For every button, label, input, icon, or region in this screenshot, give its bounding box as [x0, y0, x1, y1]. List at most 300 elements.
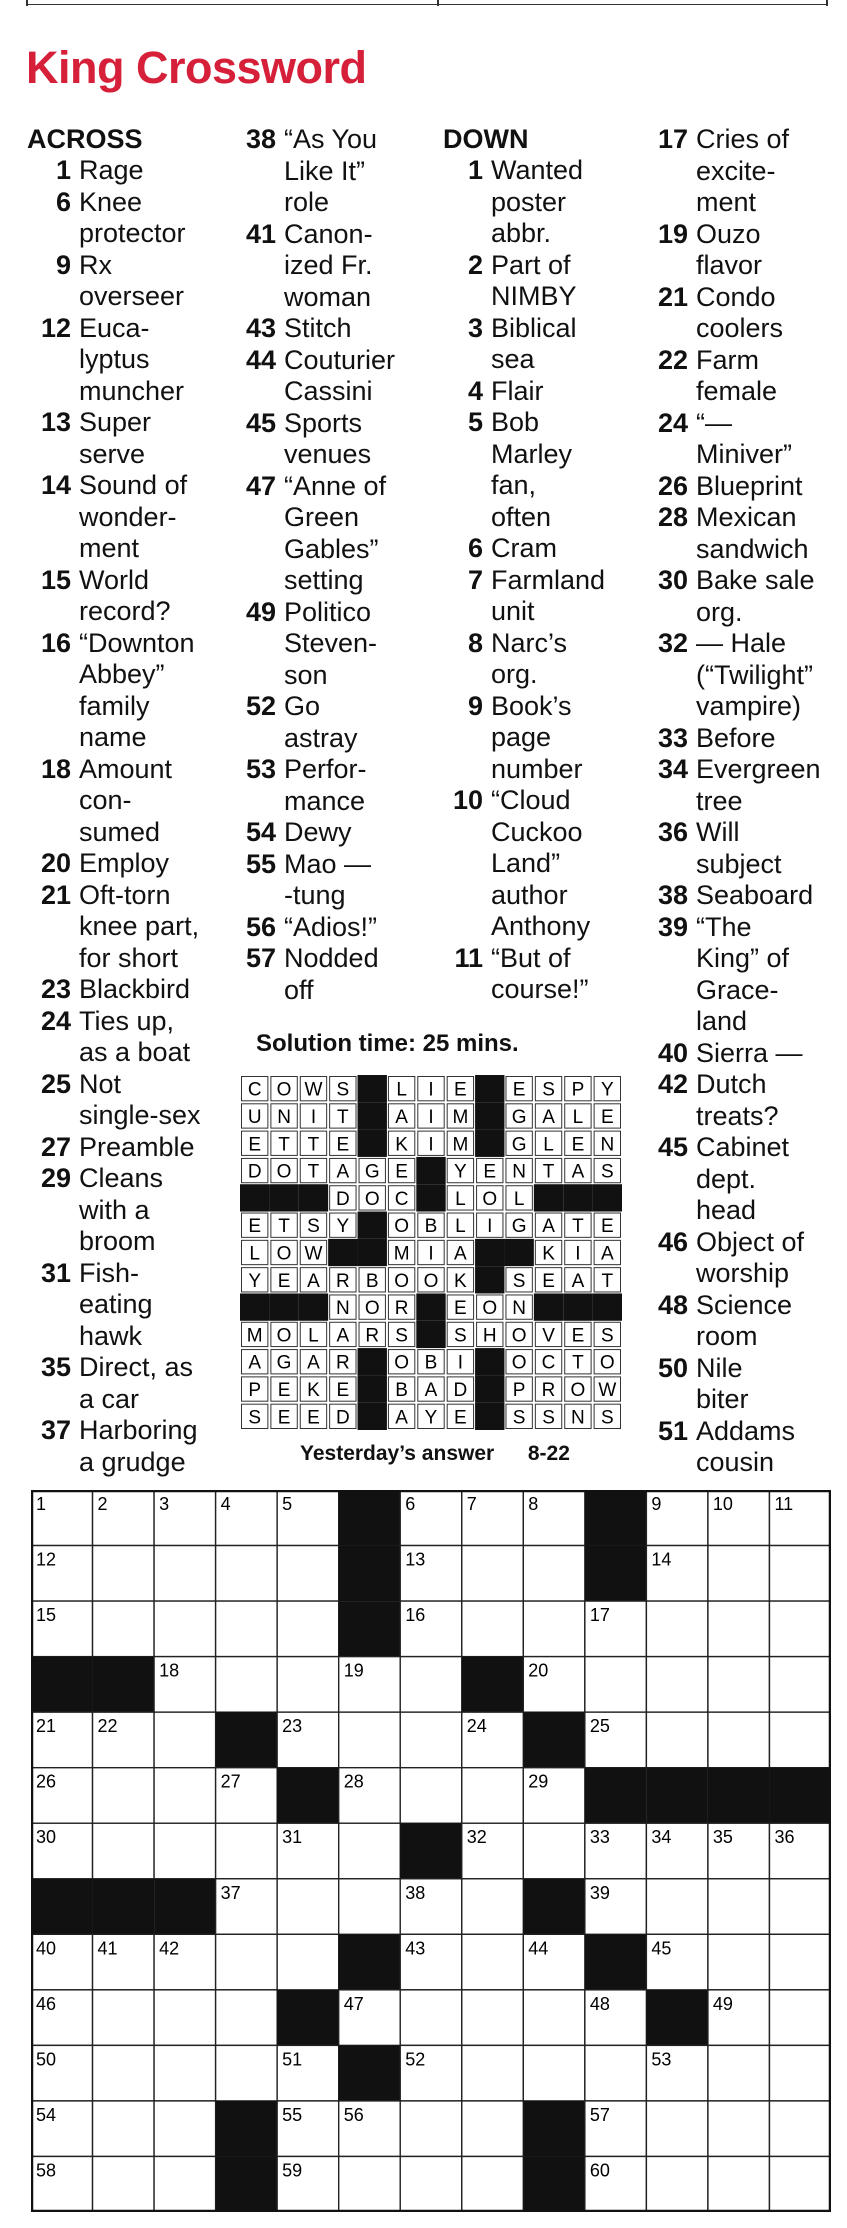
black-square: [593, 1184, 622, 1211]
answer-letter: A: [571, 1270, 585, 1292]
grid-cell[interactable]: [523, 1823, 585, 1879]
answer-letter: L: [308, 1325, 319, 1347]
answer-letter: V: [542, 1325, 555, 1347]
clue-number: 2: [467, 249, 483, 280]
clue-number: 27: [40, 1131, 71, 1162]
grid-cell[interactable]: [769, 1601, 831, 1657]
grid-cell[interactable]: [708, 1546, 770, 1602]
page-title: King Crossword: [26, 42, 367, 93]
answer-letter: D: [247, 1161, 262, 1183]
clue-number: 56: [245, 911, 276, 942]
clue-text: Cries of excite- ment: [696, 124, 790, 217]
grid-cell[interactable]: [585, 2045, 647, 2101]
answer-letter: T: [278, 1134, 290, 1156]
clue-item: [27, 1352, 201, 1415]
grid-cell[interactable]: [769, 1657, 831, 1713]
answer-letter: S: [336, 1079, 350, 1101]
clue-number: 22: [657, 344, 688, 375]
answer-letter: W: [598, 1380, 617, 1402]
clue-item: [236, 691, 395, 754]
grid-cell[interactable]: [154, 2101, 216, 2157]
cell-number: 19: [343, 1660, 364, 1681]
grid-cell[interactable]: [216, 2045, 278, 2101]
clue-number: 20: [40, 848, 71, 878]
grid-cell[interactable]: [585, 1657, 647, 1713]
clue-text: Go astray: [284, 691, 358, 753]
grid-cell[interactable]: [462, 2101, 524, 2157]
clue-number: 9: [55, 249, 71, 280]
grid-cell[interactable]: [400, 2156, 462, 2212]
top-rule-tick: [437, 0, 439, 6]
grid-cell[interactable]: [769, 1934, 831, 1990]
clue-number: 1: [467, 155, 483, 185]
clue-text: Part of NIMBY: [491, 249, 577, 311]
clue-number: 50: [657, 1352, 688, 1383]
black-square: [534, 1293, 563, 1320]
answer-letter: S: [307, 1216, 320, 1238]
clue-item: [443, 313, 605, 376]
top-rule-tick: [826, 0, 828, 6]
clue-number: 52: [245, 691, 276, 721]
clue-text: Super serve: [79, 407, 152, 469]
answer-letter: K: [454, 1270, 467, 1292]
clue-item: [236, 817, 395, 849]
answer-letter: A: [248, 1352, 262, 1374]
answer-letter: O: [276, 1079, 292, 1101]
cell-number: 39: [589, 1882, 610, 1903]
clue-text: Condo coolers: [696, 281, 784, 343]
clue-item: [443, 565, 605, 628]
grid-cell[interactable]: [646, 1601, 708, 1657]
grid-cell[interactable]: [462, 1879, 524, 1935]
grid-cell[interactable]: [277, 1601, 339, 1657]
grid-cell[interactable]: [769, 2101, 831, 2157]
clue-item: [27, 1163, 201, 1258]
grid-cell[interactable]: [769, 1879, 831, 1935]
answer-letter: A: [336, 1161, 350, 1183]
black-square: [358, 1130, 387, 1157]
black-square: [416, 1293, 445, 1320]
clue-item: [236, 849, 395, 912]
answer-letter: O: [276, 1325, 292, 1347]
grid-cell[interactable]: [216, 1934, 278, 1990]
clue-number: 14: [40, 470, 71, 500]
cell-number: 5: [282, 1494, 293, 1514]
clue-item: [648, 502, 821, 565]
grid-cell[interactable]: [708, 1601, 770, 1657]
answer-letter: D: [453, 1380, 468, 1402]
across-heading: ACROSS: [27, 124, 143, 154]
clue-text: Blackbird: [79, 974, 191, 1004]
cell-number: 13: [405, 1549, 426, 1570]
clue-text: World record?: [79, 564, 171, 626]
clue-number: 40: [657, 1037, 688, 1068]
grid-cell[interactable]: [216, 1823, 278, 1879]
clue-text: “Cloud Cuckoo Land” author Anthony: [491, 785, 591, 941]
answer-letter: S: [600, 1325, 614, 1347]
clue-number: 7: [467, 564, 483, 595]
crossword-grid[interactable]: [31, 1490, 831, 2212]
grid-cell[interactable]: [708, 1657, 770, 1713]
cell-number: 40: [36, 1938, 57, 1959]
grid-cell[interactable]: [769, 2045, 831, 2101]
clue-item: [27, 470, 201, 565]
cell-number: 51: [282, 2049, 303, 2070]
clue-text: Evergreen tree: [696, 754, 821, 816]
answer-letter: O: [511, 1352, 527, 1374]
clue-column-down-1: [443, 124, 605, 1006]
clue-number: 24: [40, 1005, 71, 1036]
answer-letter: C: [541, 1352, 556, 1374]
answer-letter: O: [364, 1298, 380, 1320]
clue-number: 12: [40, 312, 71, 343]
answer-letter: S: [600, 1407, 614, 1429]
cell-number: 59: [282, 2160, 303, 2181]
clue-text: Will subject: [696, 817, 782, 879]
grid-cell[interactable]: [277, 1879, 339, 1935]
answer-letter: S: [542, 1407, 555, 1429]
clue-number: 46: [657, 1226, 688, 1257]
black-square: [523, 2101, 585, 2157]
cell-number: 21: [36, 1716, 57, 1737]
cell-number: 34: [651, 1827, 672, 1848]
clue-item: [236, 597, 395, 692]
answer-letter: T: [572, 1352, 584, 1374]
answer-letter: I: [487, 1216, 493, 1238]
clue-text: Sierra —: [696, 1037, 803, 1068]
answer-letter: O: [364, 1188, 380, 1210]
black-square: [216, 2156, 278, 2212]
clue-item: [27, 155, 201, 187]
answer-letter: A: [307, 1270, 320, 1292]
answer-letter: E: [483, 1161, 497, 1183]
cell-number: 15: [36, 1605, 57, 1626]
cell-number: 43: [405, 1938, 426, 1959]
grid-cell[interactable]: [708, 1879, 770, 1935]
grid-cell[interactable]: [277, 1546, 339, 1602]
cell-number: 60: [589, 2160, 610, 2181]
grid-cell[interactable]: [400, 2101, 462, 2157]
clue-number: 33: [657, 722, 688, 753]
answer-letter: E: [277, 1380, 291, 1402]
clue-number: 26: [657, 470, 688, 501]
answer-letter: M: [452, 1106, 469, 1128]
cell-number: 12: [36, 1549, 57, 1570]
black-square: [416, 1157, 445, 1184]
black-square: [416, 1321, 445, 1348]
clue-item: [27, 1069, 201, 1132]
grid-cell[interactable]: [462, 1601, 524, 1657]
answer-letter: O: [511, 1325, 527, 1347]
clue-item: [648, 408, 821, 471]
grid-cell[interactable]: [523, 2045, 585, 2101]
clue-number: 3: [467, 312, 483, 343]
grid-cell[interactable]: [154, 1768, 216, 1824]
clue-number: 35: [40, 1352, 71, 1382]
answer-letter: R: [365, 1325, 380, 1347]
grid-cell[interactable]: [277, 1934, 339, 1990]
grid-cell[interactable]: [339, 2156, 401, 2212]
cell-number: 44: [528, 1938, 549, 1959]
cell-number: 16: [405, 1605, 426, 1626]
clue-item: [236, 754, 395, 817]
grid-cell[interactable]: [708, 1934, 770, 1990]
grid-cell[interactable]: [646, 1657, 708, 1713]
answer-letter: Y: [336, 1216, 350, 1238]
clue-text: Nodded off: [284, 943, 379, 1005]
clue-text: Politico Steven- son: [284, 596, 378, 690]
grid-cell[interactable]: [769, 1546, 831, 1602]
black-square: [154, 1879, 216, 1935]
cell-number: 30: [36, 1827, 57, 1848]
clue-number: 6: [55, 186, 71, 217]
clue-number: 5: [467, 407, 483, 437]
clue-number: 39: [657, 911, 688, 942]
cell-number: 50: [36, 2049, 57, 2070]
black-square: [708, 1768, 770, 1824]
answer-letter: Y: [600, 1079, 614, 1101]
cell-number: 7: [466, 1494, 477, 1514]
grid-cell[interactable]: [339, 1879, 401, 1935]
grid-cell[interactable]: [400, 1657, 462, 1713]
clue-item: [236, 408, 395, 471]
grid-cell[interactable]: [216, 1546, 278, 1602]
clue-number: 51: [657, 1415, 688, 1446]
answer-letter: E: [277, 1407, 291, 1429]
grid-cell[interactable]: [93, 1768, 155, 1824]
grid-cell[interactable]: [154, 2156, 216, 2212]
answer-letter: H: [482, 1325, 497, 1347]
cell-number: 45: [651, 1938, 672, 1959]
grid-cell[interactable]: [462, 2045, 524, 2101]
grid-cell[interactable]: [708, 1712, 770, 1768]
grid-cell[interactable]: [216, 1990, 278, 2046]
clue-text: Canon- ized Fr. woman: [284, 218, 373, 312]
clue-number: 24: [657, 407, 688, 438]
answer-letter: O: [394, 1270, 410, 1292]
grid-cell[interactable]: [646, 2156, 708, 2212]
black-square: [339, 1601, 401, 1657]
cell-number: 3: [159, 1494, 170, 1514]
clue-number: 34: [657, 754, 688, 784]
clue-text: Knee protector: [79, 186, 186, 248]
black-square: [563, 1293, 592, 1320]
black-square: [475, 1130, 504, 1157]
answer-letter: L: [455, 1188, 466, 1210]
grid-cell[interactable]: [769, 1712, 831, 1768]
grid-cell[interactable]: [708, 2045, 770, 2101]
grid-cell[interactable]: [93, 1601, 155, 1657]
clue-item: [27, 313, 201, 408]
grid-cell[interactable]: [154, 1601, 216, 1657]
answer-letter: U: [247, 1106, 262, 1128]
grid-cell[interactable]: [154, 1546, 216, 1602]
cell-number: 9: [651, 1494, 662, 1514]
grid-cell[interactable]: [769, 2156, 831, 2212]
grid-cell[interactable]: [523, 1601, 585, 1657]
clue-number: 55: [245, 848, 276, 879]
clue-text: Sports venues: [284, 407, 372, 469]
clue-text: Harboring a grudge: [79, 1415, 198, 1477]
clue-number: 15: [40, 564, 71, 595]
clue-item: [27, 250, 201, 313]
clue-text: “Anne of Green Gables” setting: [284, 470, 387, 595]
clue-number: 21: [40, 879, 71, 910]
grid-cell[interactable]: [154, 1712, 216, 1768]
black-square: [585, 1934, 647, 1990]
black-square: [475, 1266, 504, 1293]
clue-item: [648, 628, 821, 723]
black-square: [358, 1102, 387, 1129]
clue-text: Farmland unit: [491, 564, 606, 626]
grid-cell[interactable]: [708, 2156, 770, 2212]
black-square: [416, 1184, 445, 1211]
clue-item: [648, 1227, 821, 1290]
cell-number: 1: [36, 1494, 47, 1514]
grid-cell[interactable]: [93, 1823, 155, 1879]
grid-cell[interactable]: [400, 1712, 462, 1768]
answer-letter: G: [511, 1216, 527, 1238]
clue-item: [443, 376, 605, 408]
cell-number: 35: [712, 1827, 733, 1848]
grid-cell[interactable]: [93, 1546, 155, 1602]
grid-cell[interactable]: [462, 1934, 524, 1990]
answer-letter: S: [395, 1325, 408, 1347]
grid-cell[interactable]: [154, 1990, 216, 2046]
cell-number: 14: [651, 1549, 672, 1570]
clue-text: Ouzo flavor: [696, 218, 763, 280]
black-square: [358, 1239, 387, 1266]
grid-cell[interactable]: [646, 1879, 708, 1935]
clue-number: 6: [467, 533, 483, 563]
answer-letter: B: [365, 1270, 379, 1292]
grid-cell[interactable]: [646, 1712, 708, 1768]
clue-text: Mexican sandwich: [696, 502, 809, 564]
answer-letter: B: [395, 1380, 408, 1402]
clue-number: 31: [40, 1257, 71, 1288]
answer-letter: B: [424, 1216, 438, 1238]
clue-number: 32: [657, 628, 688, 658]
clue-text: Cram: [491, 533, 557, 563]
black-square: [328, 1239, 357, 1266]
grid-cell[interactable]: [462, 1768, 524, 1824]
answer-letter: A: [571, 1161, 585, 1183]
grid-cell[interactable]: [154, 2045, 216, 2101]
grid-cell[interactable]: [646, 2101, 708, 2157]
yesterday-grid-svg: [240, 1075, 622, 1430]
clue-column-across-2: [236, 124, 395, 1006]
grid-cell[interactable]: [277, 1657, 339, 1713]
grid-cell[interactable]: [154, 1823, 216, 1879]
grid-cell[interactable]: [462, 1990, 524, 2046]
answer-letter: C: [394, 1188, 409, 1210]
answer-letter: D: [335, 1407, 350, 1429]
answer-letter: Y: [248, 1270, 262, 1292]
answer-letter: E: [600, 1106, 614, 1128]
answer-letter: A: [395, 1106, 408, 1128]
grid-cell[interactable]: [216, 1657, 278, 1713]
cell-number: 6: [405, 1494, 416, 1514]
clue-text: “The King” of Grace- land: [696, 911, 790, 1036]
grid-cell[interactable]: [216, 1601, 278, 1657]
answer-letter: O: [276, 1161, 292, 1183]
cell-number: 47: [343, 1993, 364, 2014]
black-square: [339, 1546, 401, 1602]
clue-text: Employ: [79, 848, 170, 878]
answer-letter: A: [600, 1243, 614, 1265]
clue-item: [236, 345, 395, 408]
answer-letter: I: [428, 1134, 434, 1156]
grid-cell[interactable]: [769, 1990, 831, 2046]
answer-letter: L: [249, 1243, 260, 1265]
grid-cell[interactable]: [93, 2156, 155, 2212]
clue-item: [648, 723, 821, 755]
clue-number: 1: [55, 155, 71, 185]
yesterday-date: 8-22: [527, 1442, 570, 1465]
answer-letter: K: [307, 1380, 320, 1402]
clue-item: [27, 1006, 201, 1069]
clue-number: 18: [40, 753, 71, 784]
clue-number: 21: [657, 281, 688, 312]
clue-item: [443, 785, 605, 943]
black-square: [358, 1212, 387, 1239]
clue-number: 13: [40, 407, 71, 437]
grid-cell[interactable]: [339, 1823, 401, 1879]
answer-letter: M: [393, 1243, 410, 1265]
grid-cell[interactable]: [462, 1546, 524, 1602]
answer-letter: I: [428, 1079, 434, 1101]
clue-item: [27, 1258, 201, 1353]
black-square: [534, 1184, 563, 1211]
clue-text: Euca- lyptus muncher: [79, 312, 185, 406]
clue-text: Sound of wonder- ment: [79, 470, 188, 563]
clue-item: [27, 1415, 201, 1478]
grid-cell[interactable]: [400, 1768, 462, 1824]
grid-cell[interactable]: [339, 1712, 401, 1768]
down-heading: DOWN: [443, 124, 529, 154]
answer-letter: E: [454, 1079, 467, 1101]
grid-cell[interactable]: [93, 2101, 155, 2157]
clue-text: Book’s page number: [491, 690, 583, 784]
cell-number: 42: [159, 1938, 180, 1959]
clue-item: [443, 155, 605, 250]
clue-text: Flair: [491, 375, 544, 406]
grid-cell[interactable]: [400, 1990, 462, 2046]
black-square: [93, 1879, 155, 1935]
answer-letter: S: [248, 1407, 262, 1429]
clue-number: 57: [245, 943, 276, 973]
cell-number: 37: [220, 1882, 241, 1903]
clue-number: 38: [245, 124, 276, 154]
grid-cell[interactable]: [93, 1990, 155, 2046]
clue-item: [648, 219, 821, 282]
grid-cell[interactable]: [462, 2156, 524, 2212]
black-square: [563, 1184, 592, 1211]
grid-cell[interactable]: [708, 2101, 770, 2157]
grid-cell[interactable]: [523, 1990, 585, 2046]
grid-cell[interactable]: [523, 1546, 585, 1602]
clue-item: [27, 1132, 201, 1164]
cell-number: 38: [405, 1882, 426, 1903]
answer-letter: E: [248, 1216, 262, 1238]
answer-letter: L: [543, 1134, 554, 1156]
cell-number: 11: [774, 1494, 794, 1514]
black-square: [269, 1293, 298, 1320]
clue-item: [443, 407, 605, 533]
answer-letter: G: [511, 1106, 527, 1128]
answer-letter: W: [304, 1079, 323, 1101]
grid-cell[interactable]: [93, 2045, 155, 2101]
